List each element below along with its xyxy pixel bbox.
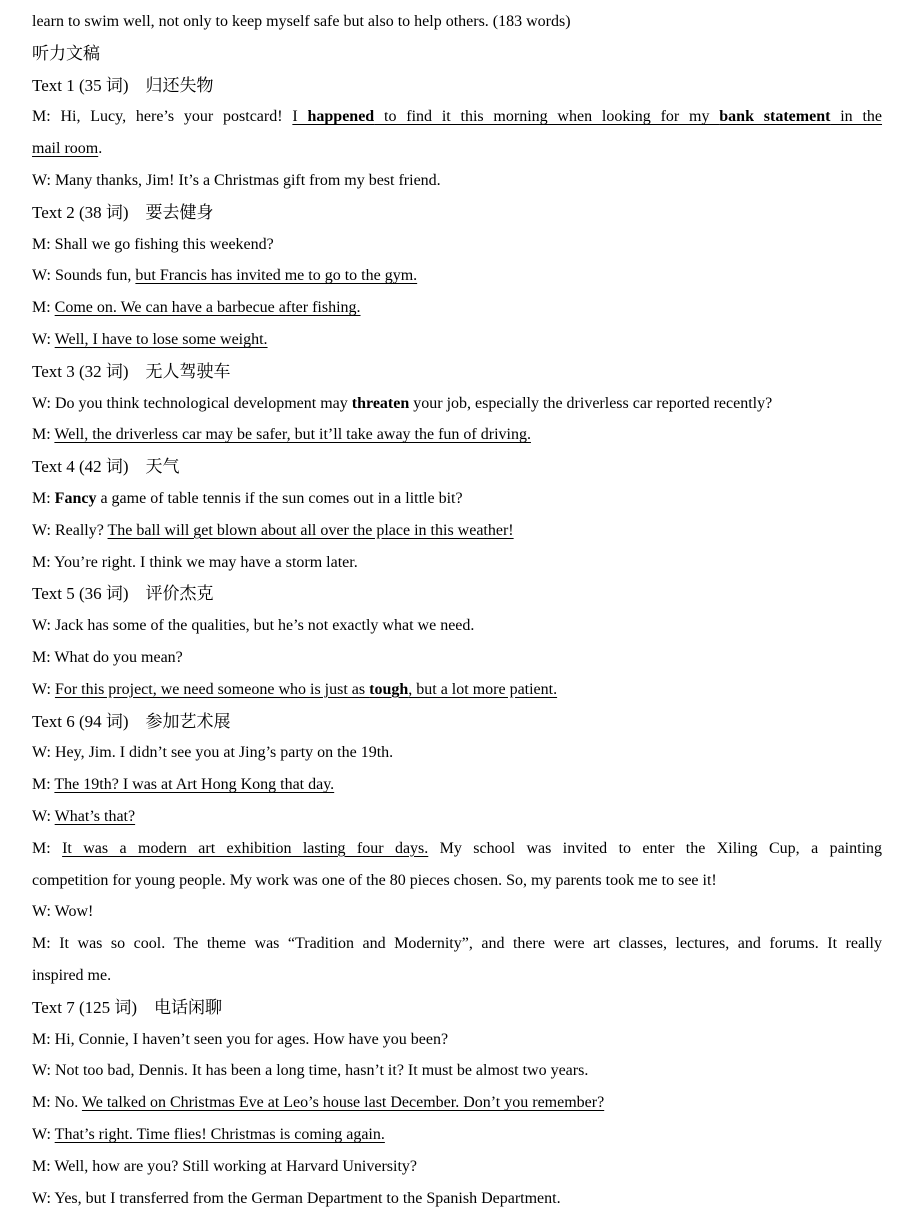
text-segment: M: It was so cool. The theme was “Tradition and Modernity”, and there were art classes, lectures, and forums. It really bbox=[32, 935, 882, 953]
text-line bbox=[32, 648, 882, 668]
bold-phrase: bank statement bbox=[719, 108, 831, 126]
text-segment: M: Well, how are you? Still working at Harvard University? bbox=[32, 1157, 417, 1175]
text-segment: M: bbox=[32, 776, 55, 794]
text-segment: Text 5 (36 词) 评价杰克 bbox=[32, 584, 214, 604]
underlined-phrase: For this project, we need someone who is just as bbox=[54, 680, 370, 698]
text-line bbox=[32, 425, 882, 445]
text-segment: a game of table tennis if the sun comes out in a little bit? bbox=[96, 490, 463, 507]
underlined-phrase: What’s that? bbox=[54, 808, 136, 825]
underlined-phrase: mail room bbox=[32, 140, 99, 158]
underlined-phrase: in the bbox=[830, 108, 883, 126]
text-line bbox=[32, 966, 882, 986]
bold-phrase: threaten bbox=[351, 394, 410, 412]
text-segment: W: Many thanks, Jim! It’s a Christmas gift from my best friend. bbox=[32, 172, 441, 189]
text-line bbox=[32, 298, 882, 318]
text-segment: Text 4 (42 词) 天气 bbox=[32, 457, 180, 477]
text-segment: W: Do you think technological development may bbox=[32, 394, 352, 412]
text-segment: inspired me. bbox=[32, 967, 112, 984]
underlined-phrase: The 19th? I was at Art Hong Kong that day. bbox=[54, 776, 335, 794]
text-line bbox=[32, 616, 882, 636]
text-segment: competition for young people. My work was one of the 80 pieces chosen. So, my parents took me to see it! bbox=[32, 871, 717, 889]
text-segment: My school was invited to enter the Xiling Cup, a painting bbox=[428, 839, 883, 857]
text-segment: your job, especially the driverless car reported recently? bbox=[409, 394, 773, 412]
underlined-phrase: It was a modern art exhibition lasting four days. bbox=[62, 839, 429, 857]
underlined-phrase: but Francis has invited me to go to the gym. bbox=[135, 267, 418, 285]
text-segment: learn to swim well, not only to keep myself safe but also to help others. (183 words) bbox=[32, 13, 571, 30]
bold-phrase: tough bbox=[369, 680, 409, 698]
section-heading bbox=[32, 584, 882, 604]
text-line bbox=[32, 1189, 882, 1209]
bold-phrase: Fancy bbox=[54, 490, 97, 507]
text-line bbox=[32, 235, 882, 255]
text-segment: W: Yes, but I transferred from the German Department to the Spanish Department. bbox=[32, 1189, 561, 1207]
section-heading bbox=[32, 712, 882, 732]
text-segment: W: Jack has some of the qualities, but he’s not exactly what we need. bbox=[32, 617, 475, 635]
text-segment: M: bbox=[32, 839, 63, 857]
text-line bbox=[32, 871, 882, 891]
text-segment: Text 1 (35 词) 归还失物 bbox=[32, 75, 214, 95]
text-line bbox=[32, 839, 882, 859]
underlined-phrase: I bbox=[292, 108, 308, 126]
text-segment: M: bbox=[32, 426, 55, 444]
text-segment: W: bbox=[32, 1126, 55, 1143]
underlined-phrase: Well, the driverless car may be safer, but it’ll take away the fun of driving. bbox=[54, 426, 531, 444]
text-line bbox=[32, 902, 882, 922]
text-line bbox=[32, 139, 882, 159]
text-line bbox=[32, 330, 882, 350]
text-line bbox=[32, 394, 882, 414]
underlined-phrase: to find it this morning when looking for my bbox=[374, 108, 720, 126]
underlined-phrase: Well, I have to lose some weight. bbox=[54, 331, 268, 348]
text-segment: Text 7 (125 词) 电话闲聊 bbox=[32, 997, 223, 1017]
text-line bbox=[32, 680, 882, 700]
text-segment: M: Hi, Connie, I haven’t seen you for ages. How have you been? bbox=[32, 1030, 449, 1048]
text-line bbox=[32, 1030, 882, 1050]
text-segment: . bbox=[98, 140, 103, 158]
text-segment: M: bbox=[32, 299, 55, 317]
text-segment: Text 2 (38 词) 要去健身 bbox=[32, 202, 214, 222]
text-segment: W: bbox=[32, 808, 55, 825]
underlined-phrase: We talked on Christmas Eve at Leo’s house last December. Don’t you remember? bbox=[81, 1094, 605, 1112]
text-line bbox=[32, 266, 882, 286]
text-segment: W: Wow! bbox=[32, 903, 94, 921]
text-line bbox=[32, 489, 882, 509]
text-segment: 听力文稿 bbox=[32, 43, 100, 63]
text-line bbox=[32, 1125, 882, 1145]
text-segment: M: Hi, Lucy, here’s your postcard! bbox=[32, 108, 293, 126]
text-line bbox=[32, 521, 882, 541]
text-line bbox=[32, 12, 882, 32]
section-heading bbox=[32, 362, 882, 382]
text-segment: W: Not too bad, Dennis. It has been a long time, hasn’t it? It must be almost two years. bbox=[32, 1062, 589, 1080]
text-line bbox=[32, 553, 882, 573]
text-segment: M: bbox=[32, 490, 55, 507]
section-heading bbox=[32, 998, 882, 1018]
text-line bbox=[32, 1157, 882, 1177]
text-segment: W: bbox=[32, 331, 55, 348]
text-segment: M: Shall we go fishing this weekend? bbox=[32, 235, 274, 253]
underlined-phrase: Come on. We can have a barbecue after fishing. bbox=[54, 299, 361, 317]
text-line bbox=[32, 107, 882, 127]
text-line bbox=[32, 171, 882, 191]
text-segment: Text 6 (94 词) 参加艺术展 bbox=[32, 711, 231, 731]
text-line bbox=[32, 807, 882, 827]
text-segment: W: Hey, Jim. I didn’t see you at Jing’s party on the 19th. bbox=[32, 744, 394, 762]
underlined-phrase: , but a lot more patient. bbox=[408, 680, 558, 698]
section-heading bbox=[32, 44, 882, 64]
text-segment: W: bbox=[32, 680, 55, 698]
text-line bbox=[32, 1061, 882, 1081]
underlined-phrase: The ball will get blown about all over the place in this weather! bbox=[107, 521, 514, 539]
bold-phrase: happened bbox=[307, 108, 375, 126]
text-segment: M: What do you mean? bbox=[32, 649, 183, 666]
text-segment: Text 3 (32 词) 无人驾驶车 bbox=[32, 361, 231, 381]
text-segment: M: You’re right. I think we may have a storm later. bbox=[32, 553, 358, 571]
text-line bbox=[32, 1093, 882, 1113]
section-heading bbox=[32, 76, 882, 96]
text-segment: M: No. bbox=[32, 1094, 82, 1112]
text-line bbox=[32, 743, 882, 763]
section-heading bbox=[32, 457, 882, 477]
text-line bbox=[32, 934, 882, 954]
text-segment: W: Sounds fun, bbox=[32, 267, 136, 285]
section-heading bbox=[32, 203, 882, 223]
text-line bbox=[32, 775, 882, 795]
text-segment: W: Really? bbox=[32, 521, 108, 539]
underlined-phrase: That’s right. Time flies! Christmas is coming again. bbox=[54, 1126, 385, 1143]
